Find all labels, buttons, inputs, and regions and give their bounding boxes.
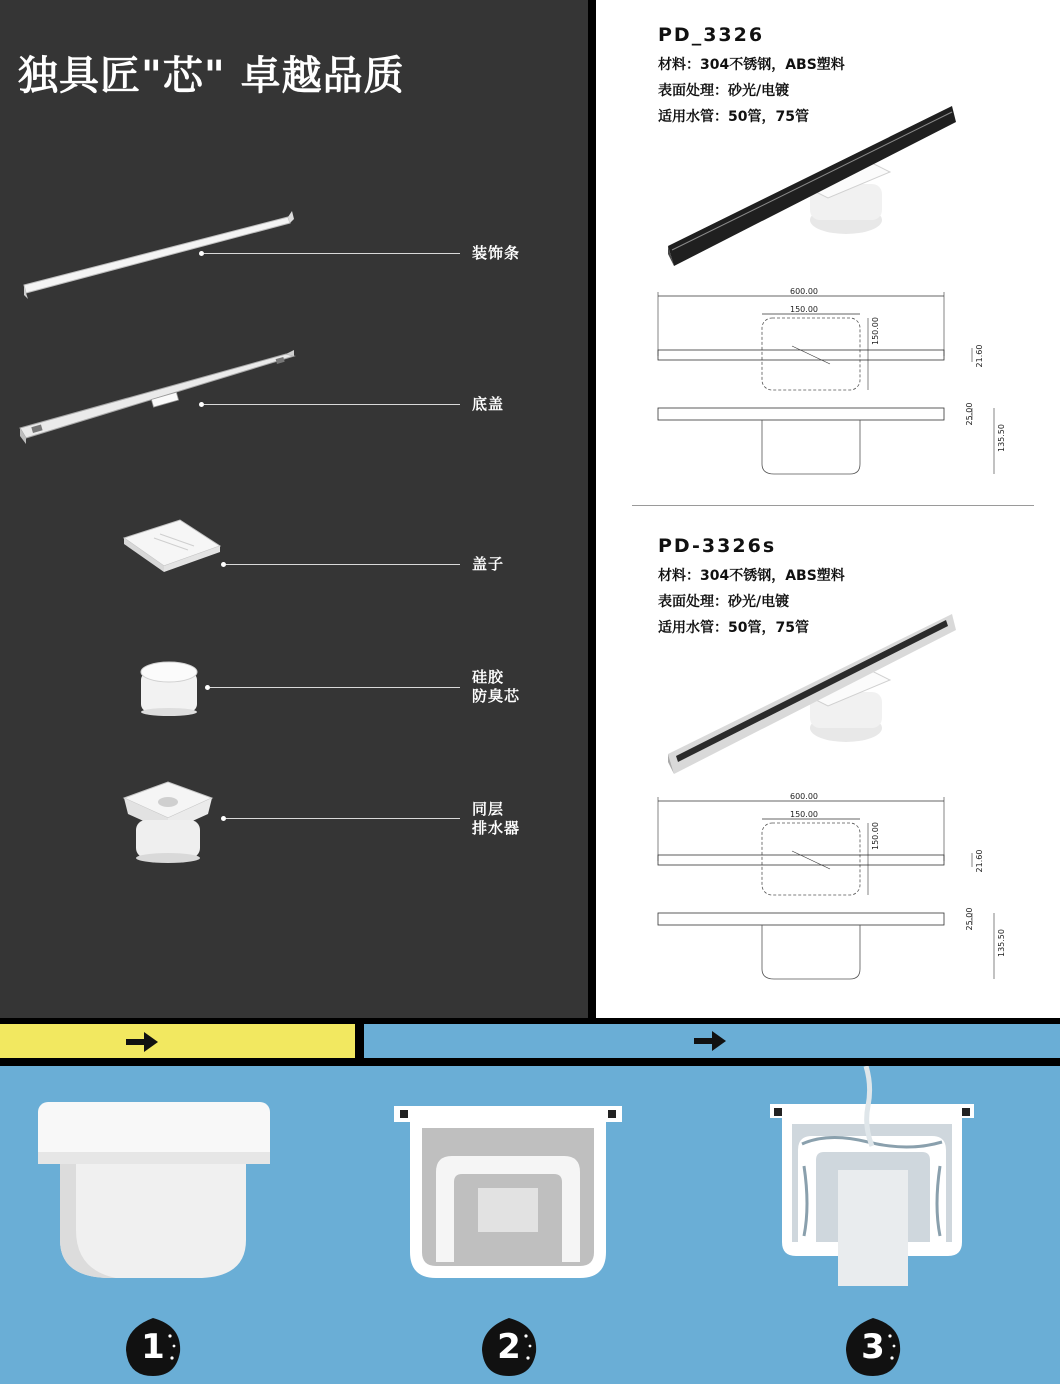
headline: 独具匠"芯" 卓越品质 <box>18 53 405 99</box>
spec-pipe: 适用水管：50管，75管 <box>658 109 809 125</box>
working-principle-area <box>0 1066 1060 1384</box>
step-badge-1 <box>122 1316 184 1378</box>
arrow-right-icon <box>694 1031 726 1051</box>
section-divider <box>632 505 1034 506</box>
spec-material: 材料：304不锈钢，ABS塑料 <box>658 568 845 584</box>
spec-panel <box>596 0 1060 1018</box>
cross-section-image <box>392 1102 624 1282</box>
part-label-silicone-core: 硅胶 防臭芯 <box>472 668 521 705</box>
core-closed-image <box>36 1100 272 1284</box>
step-number: 3 <box>861 1327 885 1367</box>
dimension-drawing-1 <box>654 286 1014 486</box>
dim-strip-height: 21.60 <box>975 849 984 873</box>
step-bar-yellow <box>0 1024 355 1058</box>
spec-pipe: 适用水管：50管，75管 <box>658 620 809 636</box>
decorative-strip-image <box>18 205 308 305</box>
product-model: PD_3326 <box>658 24 765 46</box>
product-model: PD-3326s <box>658 535 777 557</box>
step-badge-3 <box>842 1316 904 1378</box>
dim-cover-height: 150.00 <box>871 317 880 345</box>
part-label-lid: 盖子 <box>472 555 505 573</box>
step-bar-blue <box>364 1024 1060 1058</box>
leader-line <box>210 687 460 688</box>
leader-line <box>204 404 460 405</box>
dim-total-length: 600.00 <box>790 792 818 801</box>
step-number: 1 <box>141 1327 165 1367</box>
dimension-drawing-2 <box>654 791 1014 991</box>
leader-line <box>226 818 460 819</box>
leader-line <box>204 253 460 254</box>
part-label-decorative-strip: 装饰条 <box>472 244 521 262</box>
dim-cover-width: 150.00 <box>790 305 818 314</box>
lid-image <box>118 512 226 576</box>
dim-total-height: 135.50 <box>997 424 1006 452</box>
dim-strip-height: 21.60 <box>975 344 984 368</box>
dim-total-height: 135.50 <box>997 929 1006 957</box>
dim-cover-width: 150.00 <box>790 810 818 819</box>
arrow-right-icon <box>126 1032 158 1052</box>
water-flow-image <box>768 1066 976 1286</box>
dim-top-height: 25.00 <box>965 907 974 931</box>
part-label-bottom-cover: 底盖 <box>472 395 505 413</box>
dim-total-length: 600.00 <box>790 287 818 296</box>
exploded-view-panel <box>0 0 588 1018</box>
spec-surface: 表面处理：砂光/电镀 <box>658 83 790 99</box>
silicone-core-image <box>136 658 202 718</box>
bottom-cover-image <box>14 344 304 454</box>
step-badge-2 <box>478 1316 540 1378</box>
leader-line <box>226 564 460 565</box>
spec-surface: 表面处理：砂光/电镀 <box>658 594 790 610</box>
drainer-image <box>120 770 216 866</box>
dim-cover-height: 150.00 <box>871 822 880 850</box>
product-render-black <box>666 100 966 280</box>
dim-top-height: 25.00 <box>965 402 974 426</box>
spec-material: 材料：304不锈钢，ABS塑料 <box>658 57 845 73</box>
step-number: 2 <box>497 1327 521 1367</box>
product-render-silver <box>666 608 966 788</box>
part-label-drainer: 同层 排水器 <box>472 800 521 837</box>
